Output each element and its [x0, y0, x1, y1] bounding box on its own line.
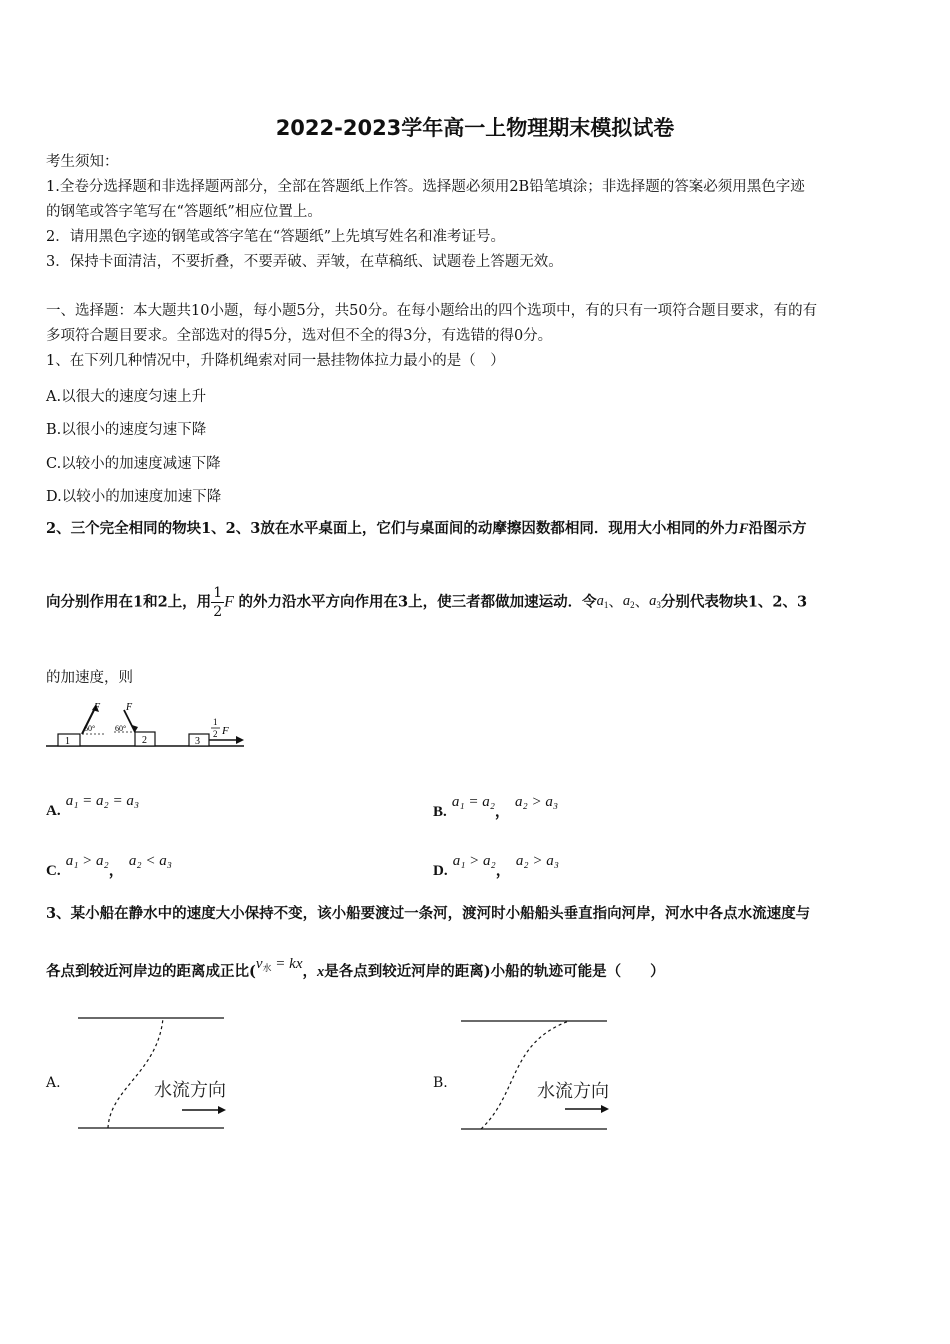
choice-d-expr1: a₁ > a₂	[452, 853, 496, 869]
q2-line2-a: 向分别作用在1和2上，用	[46, 593, 212, 611]
q3-line2-c: 是各点到较近河岸的距离)小船的轨迹可能是（ ）	[324, 963, 665, 980]
q2-a3: $a_3$	[649, 592, 661, 610]
boat-trajectory	[108, 1018, 163, 1128]
frac-numerator: 1	[213, 585, 223, 601]
q3-velocity: $v_水$ = kx	[255, 956, 303, 973]
flow-direction-label: 水流方向	[154, 1080, 226, 1100]
notice-item-3: 3．保持卡面清洁，不要折叠，不要弄破、弄皱，在草稿纸、试题卷上答题无效。	[46, 254, 563, 270]
q2-stem-line1	[46, 519, 807, 539]
section-header-line2: 多项符合题目要求。全部选对的得5分，选对但不全的得3分，有选错的得0分。	[46, 328, 553, 344]
a1-letter: a	[596, 592, 604, 609]
angle-label-2: 60°	[115, 724, 127, 733]
page-title: 2022-2023学年高一上物理期末模拟试卷	[275, 116, 675, 140]
frac-denominator: 2	[213, 604, 223, 620]
q2-line2-c: 分别代表物块1、2、3	[660, 593, 808, 611]
q2-choice-d	[433, 849, 559, 879]
flow-arrow-head	[601, 1105, 609, 1113]
q2-blocks-figure	[44, 698, 249, 750]
q3-option-b-label: B.	[433, 1075, 448, 1091]
choice-d-comma: ，	[495, 863, 511, 879]
a2-letter: a	[622, 592, 631, 609]
q2-choice-c	[46, 849, 172, 879]
q2-choice-a	[46, 790, 140, 819]
notice-heading: 考生须知：	[46, 154, 119, 170]
force-label-3: F	[222, 725, 229, 737]
choice-b-comma: ，	[494, 804, 510, 820]
force-label-2: F	[126, 702, 133, 713]
notice-item-1-cont: 的钢笔或答字笔写在“答题纸”相应位置上。	[46, 204, 322, 220]
boat-trajectory	[481, 1021, 569, 1129]
block-3-label: 3	[195, 736, 200, 747]
q2-half-fraction	[211, 584, 224, 621]
q3-option-a-figure	[76, 1010, 246, 1135]
q1-option-c: C.以较小的加速度减速下降	[46, 456, 221, 472]
choice-a-label: A.	[46, 803, 61, 819]
q2-sep2: 、	[634, 594, 650, 611]
a3-letter: a	[649, 592, 657, 609]
block-1-label: 1	[65, 736, 70, 747]
flow-direction-label: 水流方向	[537, 1081, 609, 1101]
choice-d-label: D.	[433, 863, 448, 879]
q2-a1: $a_1$	[596, 592, 609, 610]
choice-b-expr2: a₂ > a₃	[515, 794, 559, 810]
q2-stem-text: 2、三个完全相同的物块1、2、3放在水平桌面上，它们与桌面间的动摩擦因数都相同．现用大小相同的外力	[46, 520, 739, 537]
q3-option-a-label: A.	[46, 1075, 61, 1091]
flow-arrow-head	[218, 1106, 226, 1114]
q2-force-symbol: F	[738, 521, 749, 537]
q2-sep1: 、	[608, 594, 623, 611]
q1-option-b: B.以很小的速度匀速下降	[46, 422, 207, 438]
q3-stem-line1: 3、某小船在静水中的速度大小保持不变，该小船要渡过一条河，渡河时小船船头垂直指向河岸，河水中各点水流速度与	[46, 905, 811, 922]
notice-item-2: 2．请用黑色字迹的钢笔或答字笔在“答题纸”上先填写姓名和准考证号。	[46, 229, 506, 245]
choice-c-comma: ，	[108, 863, 124, 879]
q2-stem-end: 沿图示方	[748, 520, 807, 537]
half-den: 2	[213, 729, 218, 739]
q1-stem: 1、在下列几种情况中，升降机绳索对同一悬挂物体拉力最小的是（ ）	[46, 353, 505, 369]
section-header-line1: 一、选择题：本大题共10小题，每小题5分，共50分。在每小题给出的四个选项中，有的只有一项符合题目要求，有的有	[46, 303, 818, 319]
choice-a-expr: a₁ = a₂ = a₃	[65, 793, 140, 809]
q3-stem-line2	[46, 956, 665, 986]
force-label-1: F	[94, 702, 101, 713]
block-2-label: 2	[142, 735, 147, 746]
choice-c-label: C.	[46, 863, 61, 879]
choice-c-expr1: a₁ > a₂	[65, 853, 109, 869]
q3-line2-a: 各点到较近河岸边的距离成正比(	[46, 963, 256, 980]
q1-option-a: A.以很大的速度匀速上升	[46, 389, 207, 405]
force-arrow-3-head	[236, 736, 244, 744]
angle-label-1: 60°	[84, 724, 96, 733]
q3-v-sub: 水	[262, 963, 272, 973]
choice-b-label: B.	[433, 804, 447, 820]
q2-a2: $a_2$	[622, 592, 635, 610]
q2-stem-line3: 的加速度，则	[46, 670, 133, 686]
q3-line2-b: ，	[302, 963, 317, 980]
q2-half-force-F: F	[224, 593, 234, 611]
q3-x-var: x	[316, 964, 325, 980]
q1-option-d: D.以较小的加速度加速下降	[46, 489, 222, 505]
choice-b-expr1: a₁ = a₂	[451, 794, 495, 810]
q3-eq-rhs: = kx	[275, 956, 303, 972]
choice-c-expr2: a₂ < a₃	[128, 853, 172, 869]
half-num: 1	[213, 717, 218, 727]
q3-option-b-figure	[459, 1013, 629, 1138]
choice-d-expr2: a₂ > a₃	[515, 853, 559, 869]
q2-line2-b: 的外力沿水平方向作用在3上，使三者都做加速运动．令	[238, 593, 597, 611]
notice-item-1: 1.全卷分选择题和非选择题两部分，全部在答题纸上作答。选择题必须用2B铅笔填涂；非选择题的答案必须用黑色字迹	[46, 179, 805, 195]
q2-stem-line2	[46, 584, 807, 621]
q2-choice-b	[433, 790, 559, 820]
